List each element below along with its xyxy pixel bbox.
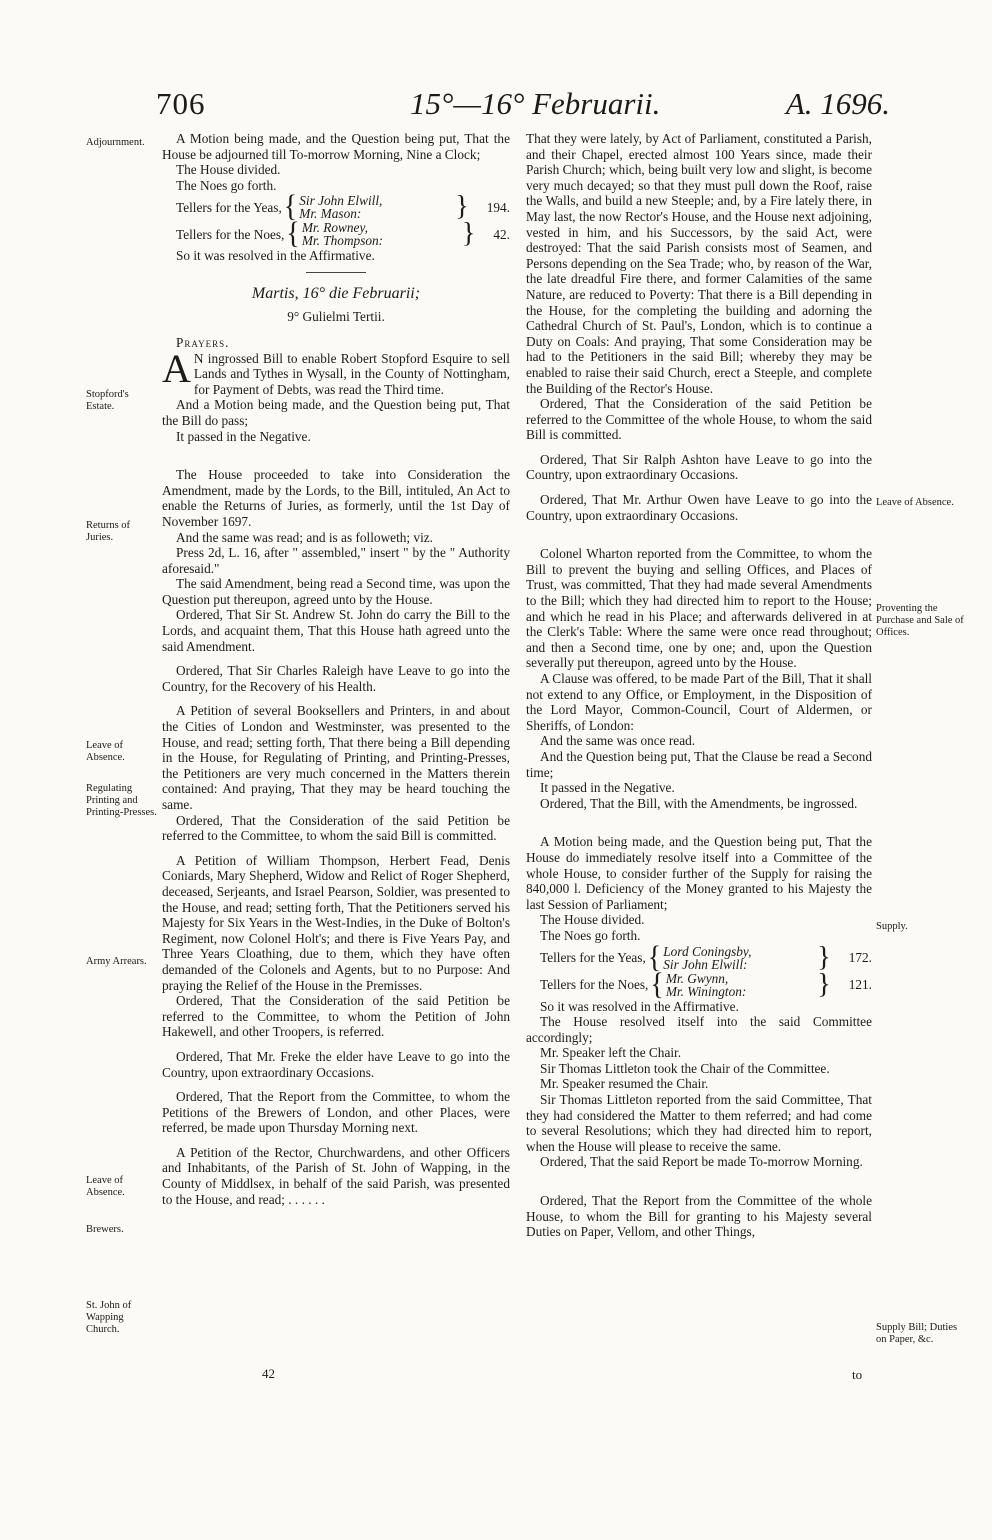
prayers-heading: Prayers. [176,334,230,350]
tellers-label: Tellers for the Noes, [540,976,649,992]
offices-text: It passed in the Negative. [540,780,675,796]
leave-entry: Ordered, That Sir Charles Raleigh have Leave to go into the Country, for the Recovery of his Health. [162,663,510,694]
offices-text: Colonel Wharton reported from the Committee, to whom the Bill to prevent the buying and selling Offices, and Places of Trust, was committed, That they had made several Amendments to the Bill; which they had directed him to report to the House; and which he read in his Place; and afterwards delivered in at the Clerk's Table: Where the same were once read throughout; and then a Second time, one by one; and, upon the Question severally put thereupon, agreed unto by the House. [526,546,872,671]
juries-text: The said Amendment, being read a Second time, was upon the Question put thereupon, agreed unto by the House. [162,576,510,607]
margin-note-offices: Proventing the Purchase and Sale of Offices. [876,603,964,638]
margin-note-brewers: Brewers. [86,1224,124,1235]
stopford-motion: And a Motion being made, and the Question being put, That the Bill do pass; [162,397,510,428]
supply-text: So it was resolved in the Affirmative. [540,998,739,1014]
teller-names [299,194,419,220]
margin-note-supply-bill: Supply Bill; Duties on Paper, &c. [876,1322,958,1345]
teller-name: Mr. Winington: [665,983,747,999]
printing-ordered: Ordered, That the Consideration of the said Petition be referred to the Committee, to whom the said Bill is committed. [162,812,510,844]
teller-name: Mr. Rowney, [301,220,368,236]
army-ordered: Ordered, That the Consideration of the said Petition be referred to the Committee, to whom the Petition of John Hakewell, and other Troopers, is referred. [162,993,510,1040]
supply-entry [526,834,872,1170]
brewers-entry: Ordered, That the Report from the Committee, to whom the Petitions of the Brewers of London, and other Places, were referred, be made upon Thursday Morning next. [162,1089,510,1136]
regnal-year: 9° Gulielmi Tertii. [287,308,385,324]
wapping-continued: That they were lately, by Act of Parliament, constituted a Parish, and their Chapel, erected almost 100 Years since, made their Parish Church; which, being built very low and slight, is become very much decayed; so that they must pull down the Roof, raise the Walls, and build a new Steeple; and, by a Fire lately there, in May last, the now Rector's House, and the House next adjoining, vested in him, and his Successors, by the said Act, were destroyed: That the said Parish consists most of Seamen, and Persons depending on the Sea Trade; who, by reason of the War, the late dreadful Fire there, and former Calamities of the same Nature, are reduced to Poverty: That there is a Bill depending in the House, for the completing the building and adorning the Cathedral Church of St. Paul's, London, which is to continue a Duty on Coals: And praying, That some Consideration may be had to the Petitioners in the said Bill; whereby they may be enabled to raise their said Church, erect a Steeple, and complete the Building of the Rector's House. [526,131,872,396]
margin-note-stopford: Stopford's Estate. [86,389,129,412]
tellers-label: Tellers for the Yeas, [176,199,282,215]
offices-text: And the same was once read. [540,733,696,749]
offices-text: A Clause was offered, to be made Part of the Bill, That it shall not extend to any Office, or Employment, in the Disposition of the Lord Mayor, Common-Council, Court of Aldermen, or Sheriffs, of London: [526,671,872,733]
leave-entry: Ordered, That Sir Ralph Ashton have Leave to go into the Country, upon extraordinary Occasions. [526,451,872,483]
teller-name: Mr. Gwynn, [665,970,729,986]
tellers-yeas [162,189,510,224]
margin-note-leave3: Leave of Absence. [876,497,954,508]
right-brace: } [817,941,831,973]
teller-names [302,221,422,247]
teller-name: Mr. Thompson: [301,233,384,249]
left-brace: { [650,966,664,1001]
teller-count: 42. [493,226,510,242]
tellers-noes [162,216,510,251]
running-header [150,84,890,130]
teller-names [666,972,786,998]
teller-name: Sir John Elwill, [299,193,383,209]
margin-note-juries: Returns of Juries. [86,520,131,543]
stopford-entry [162,345,510,445]
offices-text: And the Question being put, That the Clause be read a Second time; [526,748,872,780]
teller-name: Sir John Elwill: [663,956,748,972]
supply-text: Ordered, That the said Report be made To-morrow Morning. [540,1154,863,1170]
catchword: to [852,1367,863,1382]
right-brace: } [455,191,469,223]
tellers-label: Tellers for the Yeas, [540,949,646,965]
juries-entry [162,467,510,654]
supply-text: A Motion being made, and the Question being put, That the House do immediately resolve itself into a Committee of the whole House, to consider further of the Supply for raising the 840,000 l. Deficiency of the Money granted to his Majesty the last Session of Parliament; [526,834,872,912]
day-heading: Martis, 16° die Februarii; [251,284,421,302]
leave-entry: Ordered, That Mr. Arthur Owen have Leave to go into the Country, upon extraordinary Occasions. [526,492,872,523]
tellers-yeas [526,939,872,974]
left-brace: { [286,216,300,251]
margin-note-printing: Regulating Printing and Printing-Presses. [86,783,157,818]
margin-note-leave1: Leave of Absence. [86,740,125,763]
left-brace: { [647,939,662,974]
stopford-result: It passed in the Negative. [176,428,311,444]
margin-note-army: Army Arrears. [86,956,147,967]
army-petition: A Petition of William Thompson, Herbert Fead, Denis Coniards, Mary Shepherd, Widow and Relict of Roger Shepherd, deceased, Serjeants, and Israel Pearson, Soldier, was presented to the House, and read; setting forth, That the Petitioners served his Majesty for Six Years in the West-Indies, in the Duke of Bolton's Regiment, now Colonel Holt's; and there is Five Years Pay, and Three Years Cloathing, due to them, which they have often demanded of the Colonels and Agents, but to no Purpose: And praying the Relief of the House in the Premisses. [162,852,510,993]
adjournment-motion: A Motion being made, and the Question being put, That the House be adjourned till To-morrow Morning, Nine a Clock; [162,131,510,162]
page-number: 706 [156,86,206,121]
left-brace: { [283,189,298,224]
paper-duties-entry: Ordered, That the Report from the Committee of the whole House, to whom the Bill for granting to his Majesty several Duties on Paper, Vellom, and other Things, [526,1193,872,1240]
right-brace: } [461,218,476,250]
teller-names [663,945,783,971]
supply-text: Mr. Speaker resumed the Chair. [540,1076,709,1092]
margin-note-wapping: St. John of Wapping Church. [86,1300,132,1335]
tellers-noes [526,966,872,1001]
right-brace: } [817,968,831,1000]
leave-entry: Ordered, That Mr. Freke the elder have Leave to go into the Country, upon extraordinary Occasions. [162,1048,510,1080]
wapping-entry: A Petition of the Rector, Churchwardens, and other Officers and Inhabitants, of the Parish of St. John of Wapping, in the County of Middlsex, in behalf of the said Parish, was presented to the House, and read; . . . . . . [162,1144,510,1207]
teller-name: Mr. Mason: [299,206,362,222]
juries-text: The House proceeded to take into Consideration the Amendment, made by the Lords, to the Bill, intituled, An Act to enable the Returns of Juries, as formerly, until the 1st Day of November 1697. [162,467,510,529]
juries-text: Press 2d, L. 16, after " assembled," insert " by the " Authority aforesaid." [162,545,510,576]
supply-text: The Noes go forth. [540,927,641,943]
printing-entry [162,703,510,843]
teller-name: Lord Coningsby, [663,943,752,959]
offices-entry [526,546,872,811]
teller-count: 172. [848,949,872,965]
right-column [526,131,872,1240]
wapping-ordered: Ordered, That the Consideration of the said Petition be referred to the Committee of the whole House, to whom the said Bill is committed. [526,396,872,443]
juries-text: Ordered, That Sir St. Andrew St. John do carry the Bill to the Lords, and acquaint them, That this House hath agreed unto the said Amendment. [162,607,510,654]
supply-text: Sir Thomas Littleton reported from the said Committee, That they had considered the Matter to them referred; and had come to several Resolutions; which they had directed him to report, when the House will please to receive the same. [526,1092,872,1154]
house-divided: The House divided. [176,162,281,178]
army-entry [162,853,510,1040]
resolved-affirmative: So it was resolved in the Affirmative. [176,248,375,264]
teller-count: 121. [848,976,872,992]
drop-cap: A [162,345,191,391]
tellers-label: Tellers for the Noes, [176,226,285,242]
supply-text: The House resolved itself into the said Committee accordingly; [526,1014,872,1045]
margin-note-supply: Supply. [876,921,908,932]
margin-note-adjournment: Adjournment. [86,137,145,148]
header-year: A. 1696. [785,86,890,121]
stopford-bill: N ingrossed Bill to enable Robert Stopford Esquire to sell Lands and Tythes in Wysall, in the County of Nottingham, for Payment of Debts, was read the Third time. [193,350,510,397]
teller-count: 194. [486,199,510,215]
supply-text: The House divided. [540,912,645,928]
supply-text: Sir Thomas Littleton took the Chair of the Committee. [540,1060,830,1076]
supply-text: Mr. Speaker left the Chair. [540,1045,682,1061]
section-rule [306,272,366,273]
offices-text: Ordered, That the Bill, with the Amendments, be ingrossed. [540,795,858,811]
noes-forth: The Noes go forth. [176,177,277,193]
printing-petition: A Petition of several Booksellers and Printers, in and about the Cities of London and Westminster, was presented to the House, and read; setting forth, That there being a Bill depending in the House, for Regulating of Printing, and Printing-Presses, the Petitioners are very much concerned in the Matters therein contained: And praying, That they may be heard touching the same. [162,703,510,812]
juries-text: And the same was read; and is as followeth; viz. [176,529,434,545]
left-column [162,131,510,1207]
signature-mark: 42 [262,1366,275,1381]
margin-note-leave2: Leave of Absence. [86,1175,125,1198]
header-date: 15°—16° Februarii. [410,86,661,121]
